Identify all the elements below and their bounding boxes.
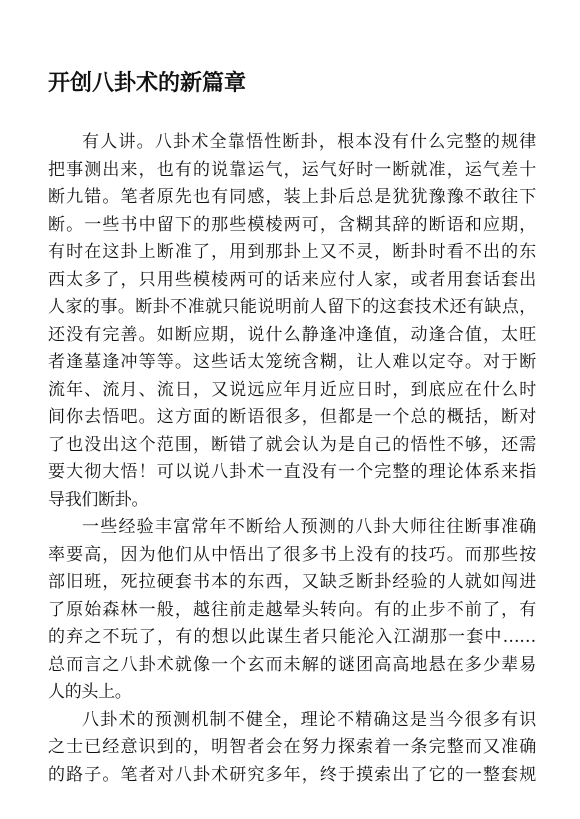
paragraph-3 [48, 707, 536, 790]
text-line: 之士已经意识到的，明智者会在努力探索着一条完整而又准确 [48, 737, 536, 757]
text-line: 总而言之八卦术就像一个玄而未解的谜团高高地悬在多少辈易 [48, 654, 536, 675]
text-line: 把事测出来，也有的说靠运气，运气好时一断就准，运气差十 [48, 159, 536, 180]
text-line: 有时在这卦上断准了，用到那卦上又不灵，断卦时看不出的东 [48, 242, 536, 262]
body-text [48, 129, 536, 789]
text-line: 流年、流月、流日，又说远应年月近应日时，到底应在什么时 [48, 379, 536, 400]
text-line: 要大彻大悟！可以说八卦术一直没有一个完整的理论体系来指 [48, 462, 536, 482]
text-line: 断。一些书中留下的那些模棱两可，含糊其辞的断语和应期， [48, 214, 536, 235]
text-line: 一些经验丰富常年不断给人预测的八卦大师往往断事准确 [82, 517, 536, 537]
paragraph-2 [48, 514, 536, 707]
text-line: 人家的事。断卦不准就只能说明前人留下的这套技术还有缺点， [48, 297, 536, 317]
text-line: 八卦术的预测机制不健全，理论不精确这是当今很多有识 [82, 709, 536, 730]
text-line: 断九错。笔者原先也有同感，装上卦后总是犹犹豫豫不敢往下 [48, 187, 536, 207]
text-line: 了原始森林一般，越往前走越晕头转向。有的止步不前了，有 [48, 599, 536, 620]
text-line: 有人讲。八卦术全靠悟性断卦，根本没有什么完整的规律 [82, 132, 536, 152]
text-line: 部旧班，死拉硬套书本的东西，又缺乏断卦经验的人就如闯进 [48, 572, 536, 592]
page-title: 开创八卦术的新篇章 [48, 71, 247, 96]
text-line: 的弃之不玩了，有的想以此谋生者只能沦入江湖那一套中…… [48, 627, 536, 647]
text-line: 率要高，因为他们从中悟出了很多书上没有的技巧。而那些按 [48, 544, 536, 565]
text-line: 西太多了，只用些模棱两可的话来应付人家，或者用套话套出 [48, 269, 536, 290]
text-line: 者逢墓逢冲等等。这些话太笼统含糊，让人难以定夺。对于断 [48, 352, 536, 372]
text-line: 间你去悟吧。这方面的断语很多，但都是一个总的概括，断对 [48, 407, 536, 427]
text-line: 还没有完善。如断应期，说什么静逢冲逢值，动逢合值，太旺 [48, 324, 536, 345]
text-line: 了也没出这个范围，断错了就会认为是自己的悟性不够，还需 [48, 434, 536, 455]
paragraph-1 [48, 129, 536, 514]
text-line: 人的头上。 [48, 682, 132, 702]
text-line: 导我们断卦。 [48, 489, 149, 510]
text-line: 的路子。笔者对八卦术研究多年，终于摸索出了它的一整套规 [48, 764, 536, 785]
